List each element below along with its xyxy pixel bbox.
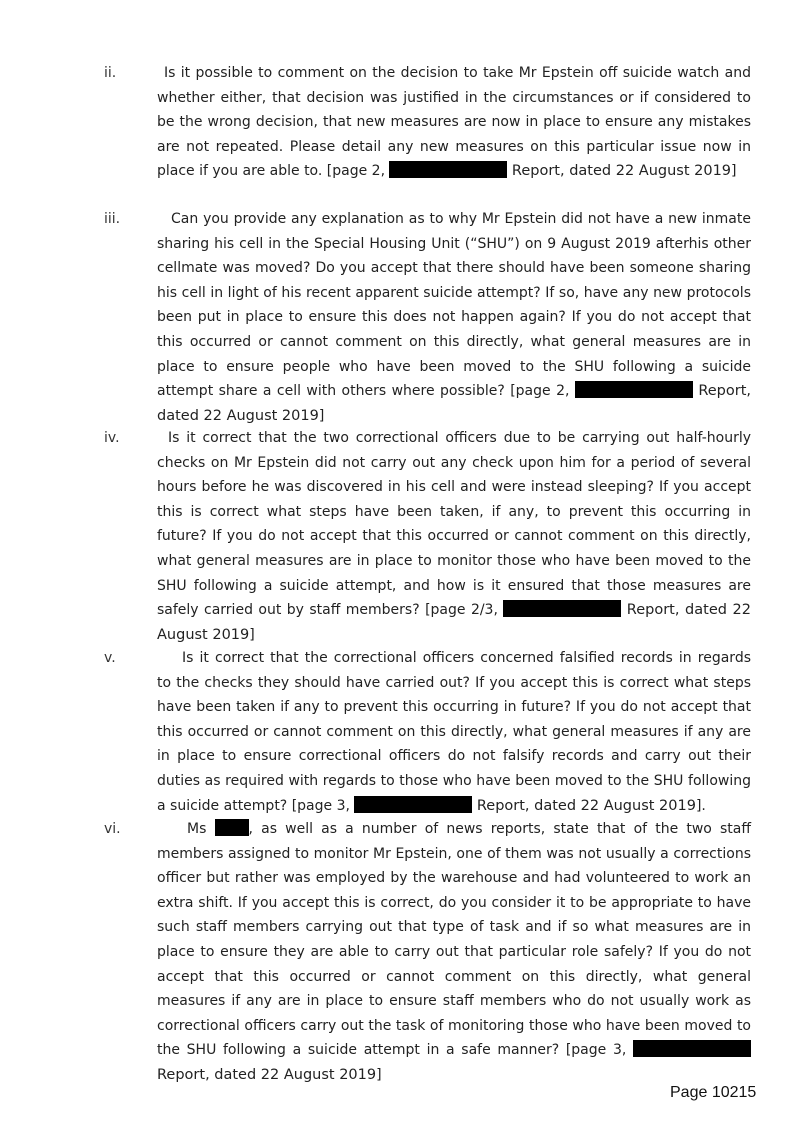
report-reference: Report, dated 22 August 2019	[157, 1066, 377, 1083]
item-text: Can you provide any explanation as to why Mr Epstein did not have a new inmate sharing his cell in the Special Housing Unit (“SHU”) on 9 August 2019 afterhis other cellmate was moved? Do you accept that there should have been someone sharing his cell in light of his recent apparent suicide attempt? If so, have any new protocols been put in place to ensure this does not happen again? If you do not accept that this occurred or cannot comment on this directly, what general measures are in place to ensure people who have been moved to the SHU following a suicide attempt share a cell with others where possible? [page 2,	[157, 211, 751, 400]
closing-bracket: ]	[249, 626, 255, 643]
page-number: Page 10215	[670, 1084, 757, 1101]
report-reference: Report, dated 22 August 2019	[476, 797, 696, 814]
item-text: Is it correct that the two correctional officers due to be carrying out half-hourly checks on Mr Epstein did not carry out any check upon him for a period of several hours before he was discovered in his cell and were instead sleeping? If you accept this is correct what steps have been taken, if any, to prevent this occurring in future? If you do not accept that this occurred or cannot comment on this directly, what general measures are in place to monitor those who have been moved to the SHU following a suicide attempt, and how is it ensured that those measures are safely carried out by staff members? [page 2/3,	[157, 430, 751, 619]
report-reference: Report, dated 22 August 2019	[157, 602, 752, 643]
item-paragraph	[157, 426, 751, 647]
item-numeral: v.	[104, 650, 116, 666]
item-numeral: vi.	[104, 821, 121, 837]
item-text: , as well as a number of news reports, state that of the two staff members assigned to monitor Mr Epstein, one of them was not usually a corrections officer but rather was employed by the warehouse and had volunteered to work an extra shift. If you accept this is correct, do you consider it to be appropriate to have such staff members carrying out that type of task and if so what measures are in place to ensure they are able to carry out that particular role safely? If you do not accept that this occurred or cannot comment on this directly, what general measures if any are in place to ensure staff members who do not usually work as correctional officers carry out the task of monitoring those who have been moved to the SHU following a suicide attempt in a safe manner? [page 3,	[157, 821, 751, 1059]
closing-bracket: ]	[376, 1066, 382, 1083]
item-text-lead: Ms	[187, 821, 207, 837]
item-paragraph	[157, 817, 751, 1088]
redaction-block	[633, 1040, 751, 1057]
redaction-block	[389, 161, 507, 178]
redaction-block	[575, 381, 693, 398]
item-text: Is it correct that the correctional officers concerned falsified records in regards to the checks they should have carried out? If you accept this is correct what steps have been taken if any to prevent this occurring in future? If you do not accept that this occurred or cannot comment on this directly, what general measures if any are in place to ensure correctional officers do not falsify records and carry out their duties as required with regards to those who have been moved to the SHU following a suicide attempt? [page 3,	[157, 650, 751, 814]
redaction-block	[354, 796, 472, 813]
item-paragraph	[157, 646, 751, 818]
item-numeral: ii.	[104, 65, 117, 81]
closing-bracket: ]	[731, 163, 737, 180]
report-reference: Report, dated 22 August 2019	[157, 383, 751, 424]
closing-bracket: ].	[695, 797, 706, 814]
item-numeral: iv.	[104, 430, 120, 446]
item-paragraph	[157, 207, 751, 428]
report-reference: Report, dated 22 August 2019	[511, 163, 732, 180]
redaction-block	[215, 819, 249, 836]
item-numeral: iii.	[104, 211, 121, 227]
item-text: Is it possible to comment on the decision to take Mr Epstein off suicide watch and whether either, that decision was justified in the circumstances or if considered to be the wrong decision, that new measures are now in place to ensure any mistakes are not repeated. Please detail any new measures on this particular issue now in place if you are able to. [page 2,	[157, 65, 751, 180]
redaction-block	[503, 600, 621, 617]
closing-bracket: ]	[318, 407, 325, 424]
item-paragraph	[157, 61, 751, 184]
